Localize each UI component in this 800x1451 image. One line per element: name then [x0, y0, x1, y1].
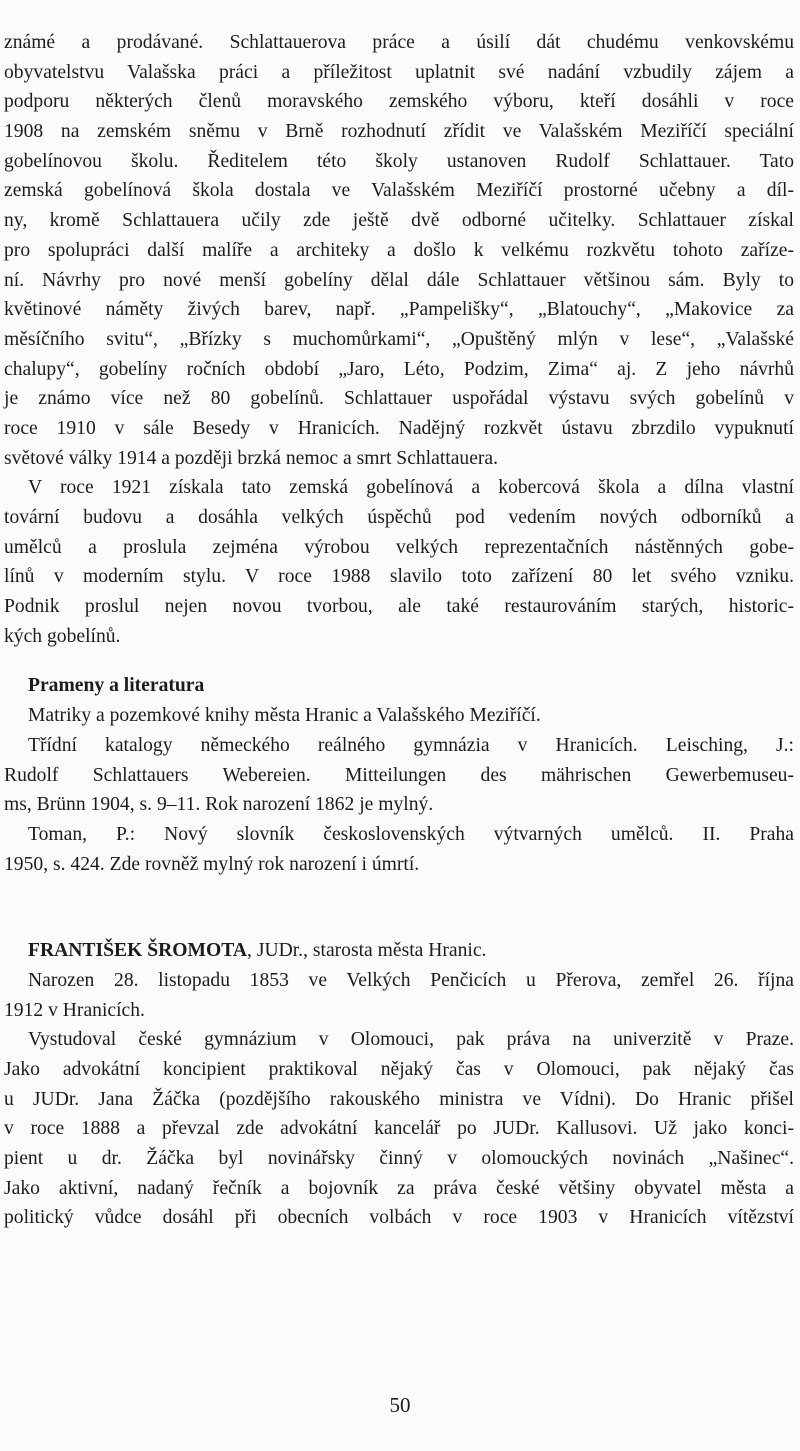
- text-line: umělců a proslula zejména výrobou velkých reprezentačních nástěnných gobe-: [4, 536, 794, 558]
- text-line: pro spolupráci další malíře a architeky a došlo k velkému rozkvětu tohoto zaříze-: [4, 239, 794, 261]
- biography-heading: [4, 936, 794, 966]
- text-line: Matriky a pozemkové knihy města Hranic a Valašského Meziříčí.: [28, 705, 541, 727]
- text-line: 1950, s. 424. Zde rovněž mylný rok narození i úmrtí.: [4, 853, 420, 875]
- page-number: 50: [389, 1393, 411, 1417]
- text-line: známé a prodávané. Schlattauerova práce a úsilí dát chudému venkovskému: [4, 32, 794, 53]
- text-line: květinové náměty živých barev, např. „Pampelišky“, „Blatouchy“, „Makovice za: [4, 299, 794, 321]
- text-line: měsíčního svitu“, „Břízky s muchomůrkami“, „Opuštěný mlýn v lese“, „Valašské: [4, 328, 794, 350]
- text-line: Podnik proslul nejen novou tvorbou, ale také restaurováním starých, historic-: [4, 596, 794, 618]
- text-line: ní. Návrhy pro nové menší gobelíny dělal dále Schlattauer většinou sám. Byly to: [4, 269, 794, 291]
- text-line: roce 1910 v sále Besedy v Hranicích. Nadějný rozkvět ústavu zbrzdilo vypuknutí: [4, 417, 794, 439]
- biography-name: FRANTIŠEK ŠROMOTA: [28, 940, 248, 962]
- section-gap: [4, 651, 794, 671]
- source-entry-toman: [4, 820, 794, 879]
- source-entry-registers: [4, 701, 794, 731]
- source-entry-catalogues: [4, 731, 794, 820]
- biography-dates: [4, 966, 794, 1025]
- text-line: V roce 1921 získala tato zemská gobelínová a kobercová škola a dílna vlastní: [28, 477, 794, 499]
- paragraph-factory-building: [4, 473, 794, 651]
- biography-text: [4, 1025, 794, 1233]
- text-line: tovární budovu a dosáhla velkých úspěchů pod vedením nových odborníků a: [4, 507, 794, 528]
- text-line: pient u dr. Žáčka byl novinářsky činný v olomouckých novinách „Našinec“.: [4, 1148, 794, 1170]
- text-line: chalupy“, gobelíny ročních období „Jaro, Léto, Podzim, Zima“ aj. Z jeho návrhů: [4, 358, 794, 380]
- section-gap: [4, 879, 794, 936]
- text-line: 1912 v Hranicích.: [4, 999, 145, 1021]
- text-line: Vystudoval české gymnázium v Olomouci, pak práva na univerzitě v Praze.: [28, 1029, 794, 1051]
- biography-title: , JUDr., starosta města Hranic.: [247, 940, 487, 962]
- paragraph-schlattauer-school: [4, 28, 794, 473]
- text-line: línů v moderním stylu. V roce 1988 slavilo toto zařízení 80 let svého vzniku.: [4, 566, 794, 588]
- text-line: Jako aktivní, nadaný řečník a bojovník za práva české většiny obyvatel města a: [4, 1177, 794, 1199]
- text-line: podporu některých členů moravského zemského výboru, kteří dosáhli v roce: [4, 91, 794, 113]
- text-line: ms, Brünn 1904, s. 9–11. Rok narození 1862 je mylný.: [4, 794, 434, 816]
- text-line: Narozen 28. listopadu 1853 ve Velkých Penčicích u Přerova, zemřel 26. října: [28, 969, 794, 991]
- text-line: Jako advokátní koncipient praktikoval nějaký čas v Olomouci, pak nějaký čas: [4, 1059, 794, 1080]
- text-line: Třídní katalogy německého reálného gymnázia v Hranicích. Leisching, J.:: [28, 734, 794, 756]
- page-text: [4, 28, 794, 1233]
- text-line: světové války 1914 a později brzká nemoc a smrt Schlattauera.: [4, 447, 499, 469]
- text-line: Rudolf Schlattauers Webereien. Mitteilungen des mährischen Gewerbemuseu-: [4, 764, 794, 786]
- text-line: zemská gobelínová škola dostala ve Valašském Meziříčí prostorné učebny a díl-: [4, 180, 794, 202]
- text-line: obyvatelstvu Valašska práci a příležitost uplatnit své nadání vzbudily zájem a: [4, 61, 794, 83]
- text-line: politický vůdce dosáhl při obecních volbách v roce 1903 v Hranicích vítězství: [4, 1207, 794, 1229]
- text-line: ny, kromě Schlattauera učily zde ještě dvě odborné učitelky. Schlattauer získal: [4, 210, 794, 232]
- text-line: 1908 na zemském sněmu v Brně rozhodnutí zřídit ve Valašském Meziříčí speciální: [4, 121, 794, 143]
- text-line: u JUDr. Jana Žáčka (pozdějšího rakouského ministra ve Vídni). Do Hranic přišel: [4, 1088, 794, 1110]
- text-line: je známo více než 80 gobelínů. Schlattauer uspořádal výstavu svých gobelínů v: [4, 388, 794, 410]
- sources-heading: Prameny a literatura: [28, 675, 205, 697]
- text-line: v roce 1888 a převzal zde advokátní kancelář po JUDr. Kallusovi. Už jako konci-: [4, 1118, 794, 1140]
- text-line: gobelínovou školu. Ředitelem této školy ustanoven Rudolf Schlattauer. Tato: [4, 150, 794, 172]
- text-line: kých gobelínů.: [4, 625, 121, 647]
- text-line: Toman, P.: Nový slovník československých výtvarných umělců. II. Praha: [28, 823, 794, 845]
